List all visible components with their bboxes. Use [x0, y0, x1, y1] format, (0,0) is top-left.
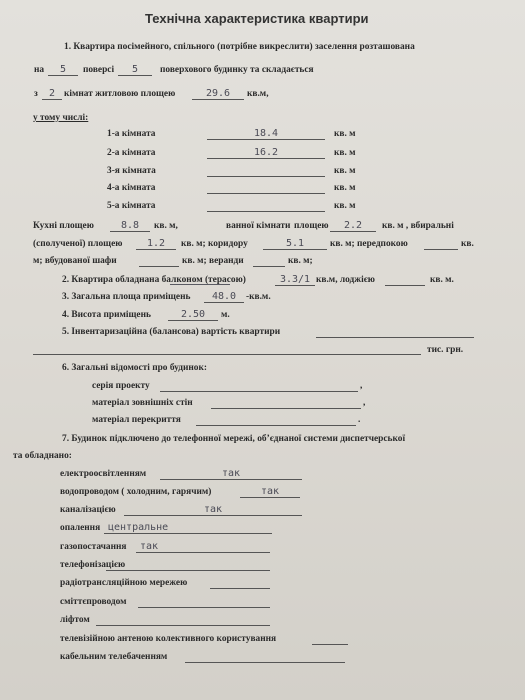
- value-field-1[interactable]: [316, 326, 474, 338]
- s1-na: на: [34, 65, 45, 75]
- util-radio-value[interactable]: [210, 577, 270, 589]
- floors-material-label: матеріал перекриття: [92, 415, 181, 425]
- util-water-value[interactable]: так: [240, 486, 300, 498]
- veranda-area[interactable]: [253, 255, 285, 267]
- wardrobe-label: м; вбудованої шафи: [33, 256, 117, 266]
- value-label: 5. Інвентаризаційна (балансова) вартість квартири: [62, 327, 281, 337]
- walls-field[interactable]: [211, 397, 361, 409]
- total-area-unit: -кв.м.: [246, 292, 271, 302]
- bath-area[interactable]: 2.2: [330, 220, 376, 232]
- rooms-count-field[interactable]: 2: [42, 88, 62, 100]
- loggia-area[interactable]: [385, 274, 425, 286]
- util-lift-value[interactable]: [96, 614, 270, 626]
- living-area-field[interactable]: 29.6: [192, 88, 244, 100]
- util-gas-value[interactable]: так: [136, 541, 270, 553]
- s1-z: з: [34, 89, 38, 99]
- total-floors-field[interactable]: 5: [118, 64, 152, 76]
- height-value[interactable]: 2.50: [168, 309, 218, 321]
- floors-material-field[interactable]: [196, 414, 356, 426]
- walls-label: матеріал зовнішніх стін: [92, 398, 193, 408]
- room-4-area[interactable]: [207, 182, 325, 194]
- util-phone-value[interactable]: [106, 559, 270, 571]
- period: .: [358, 415, 361, 425]
- bath-label: ванної кімнати: [226, 221, 291, 231]
- util-phone-label: телефонізацією: [60, 560, 126, 570]
- wardrobe-area[interactable]: [139, 255, 179, 267]
- util-radio-label: радіотрансляційною мережею: [60, 578, 188, 588]
- height-unit: м.: [221, 310, 230, 320]
- hall-label: кв. м; передпокою: [330, 239, 408, 249]
- height-label: 4. Висота приміщень: [62, 310, 151, 320]
- util-electricity-value[interactable]: так: [160, 468, 302, 480]
- util-antenna-value[interactable]: [312, 633, 348, 645]
- room-1-label: 1-а кімната: [107, 129, 156, 139]
- wc-pre-label: кв. м , вбиральні: [382, 221, 454, 231]
- util-heating-value[interactable]: центральне: [104, 522, 272, 534]
- veranda-label: кв. м; веранди: [182, 256, 244, 266]
- wc-label: (сполученої) площею: [33, 239, 123, 249]
- building-info-label: 6. Загальні відомості про будинок:: [62, 363, 208, 373]
- pen-underline-mark: [170, 284, 230, 285]
- utilities-line1: 7. Будинок підключено до телефонної мережі, об’єднаної системи диспетчерської: [62, 434, 406, 444]
- util-heating-label: опалення: [60, 523, 101, 533]
- comma-1: ,: [360, 381, 363, 391]
- total-area[interactable]: 48.0: [204, 291, 244, 303]
- room-3-label: 3-я кімната: [107, 166, 156, 176]
- hall-unit: кв.: [461, 239, 474, 249]
- kitchen-label: Кухні площею: [33, 221, 94, 231]
- series-field[interactable]: [160, 380, 358, 392]
- util-cable-label: кабельним телебаченням: [60, 652, 168, 662]
- wc-area[interactable]: 1.2: [136, 238, 176, 250]
- room-5-label: 5-а кімната: [107, 201, 156, 211]
- corridor-label: кв. м; коридору: [181, 239, 248, 249]
- room-4-unit: кв. м: [334, 183, 356, 193]
- veranda-unit: кв. м;: [288, 256, 313, 266]
- s1-kvm: кв.м,: [247, 89, 269, 99]
- room-2-area[interactable]: 16.2: [207, 147, 325, 159]
- room-3-area[interactable]: [207, 165, 325, 177]
- loggia-label: кв.м, лоджією: [316, 275, 375, 285]
- value-unit: тис. грн.: [427, 345, 464, 355]
- value-field-2[interactable]: [33, 343, 421, 355]
- util-cable-value[interactable]: [185, 651, 345, 663]
- bath-area-label: площею: [294, 221, 329, 231]
- util-garbage-value[interactable]: [138, 596, 270, 608]
- kitchen-area[interactable]: 8.8: [110, 220, 150, 232]
- util-water-label: водопроводом ( холодним, гарячим): [60, 487, 212, 497]
- room-2-unit: кв. м: [334, 148, 356, 158]
- page-title: Технічна характеристика квартири: [145, 11, 369, 26]
- room-3-unit: кв. м: [334, 166, 356, 176]
- room-5-unit: кв. м: [334, 201, 356, 211]
- including-label: у тому числі:: [33, 113, 89, 123]
- room-2-label: 2-а кімната: [107, 148, 156, 158]
- utilities-line2: та обладнано:: [13, 451, 72, 461]
- util-electricity-label: електроосвітленням: [60, 469, 147, 479]
- kitchen-unit: кв. м,: [154, 221, 178, 231]
- util-sewer-value[interactable]: так: [124, 504, 302, 516]
- total-area-label: 3. Загальна площа приміщень: [62, 292, 191, 302]
- util-gas-label: газопостачання: [60, 542, 127, 552]
- util-lift-label: ліфтом: [60, 615, 90, 625]
- balcony-area[interactable]: 3.3/1: [275, 274, 315, 286]
- util-garbage-label: сміттєпроводом: [60, 597, 127, 607]
- room-5-area[interactable]: [207, 200, 325, 212]
- corridor-area[interactable]: 5.1: [263, 238, 327, 250]
- room-1-unit: кв. м: [334, 129, 356, 139]
- floor-field[interactable]: 5: [48, 64, 78, 76]
- s1-rooms-text: кімнат житловою площею: [64, 89, 176, 99]
- s1-building-text: поверхового будинку та складається: [160, 65, 314, 75]
- balcony-label: 2. Квартира обладнана балконом (терасою): [62, 275, 246, 285]
- room-1-area[interactable]: 18.4: [207, 128, 325, 140]
- util-sewer-label: каналізацією: [60, 505, 116, 515]
- loggia-unit: кв. м.: [430, 275, 454, 285]
- comma-2: ,: [363, 398, 366, 408]
- room-4-label: 4-а кімната: [107, 183, 156, 193]
- hall-area[interactable]: [424, 238, 458, 250]
- series-label: серія проекту: [92, 381, 150, 391]
- s1-line1: 1. Квартира посімейного, спільного (потрібне викреслити) заселення розташована: [64, 42, 415, 52]
- s1-poversi: поверсі: [83, 65, 115, 75]
- util-antenna-label: телевізійною антеною колективного користування: [60, 634, 277, 644]
